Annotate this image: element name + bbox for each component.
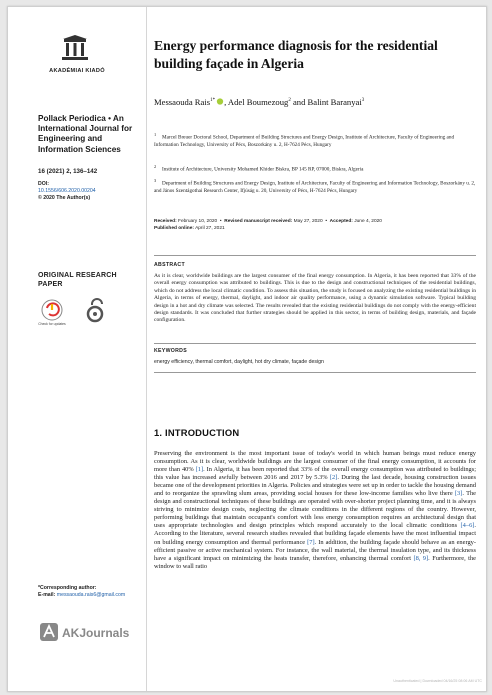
akademiai-kiado-emblem-icon (58, 35, 92, 63)
citation-link[interactable]: [7] (307, 538, 315, 546)
citation-link[interactable]: [4–6] (460, 522, 475, 530)
author-email-link[interactable]: messaouda.rais6@gmail.com (56, 592, 126, 598)
article-dates: Received: February 10, 2020 • Revised manuscript received: May 27, 2020 • Accepted: June 4, 2020 Published online: April 27, 2021 (154, 219, 382, 231)
divider (154, 343, 476, 344)
akjournals-logo-icon (40, 623, 58, 641)
publisher-name: AKADÉMIAI KIADÓ (49, 68, 105, 74)
author-name: Adel Boumezoug (227, 97, 289, 107)
journal-name[interactable]: Pollack Periodica • An International Journal for Engineering and Information Sciences (38, 114, 133, 154)
copyright: © 2020 The Author(s) (38, 195, 91, 201)
abstract-heading: ABSTRACT (154, 262, 185, 268)
author-list: Messaouda Rais$^{1*}$ , Adel Boumezoug$^2$ and Balint Baranyai$^3$ (154, 97, 365, 107)
abstract-text: As it is clear, worldwide buildings are the largest consumer of the final energy consumption. In Algeria, it has been reported that 33% of the overall energy consumption was attributed to buildings. This is due to the design and constructional techniques of the residential buildings, which do not address the local climatic condition. To assess this situation, the study is focused on analyzing the existing residential buildings in Algeria, in terms of energy, thermal, daylight, and indoor air quality performance, using a dynamic simulation software. Typical building design in a hot and dry climate was selected. The results revealed that the existing residential buildings do not comply with the energy-efficient design standards. It was concluded that further strategies should be applied in this sector, in terms of building design, materials, and façade configuration. (154, 273, 476, 324)
article-page (7, 6, 487, 692)
citation-link[interactable]: [8, 9] (413, 554, 429, 562)
open-access-icon (88, 299, 102, 321)
corresponding-author (38, 585, 138, 599)
check-for-updates-icon[interactable] (38, 300, 66, 326)
doi-label: DOI: (38, 181, 49, 187)
divider (154, 255, 476, 256)
section-heading-introduction: 1. INTRODUCTION (154, 427, 240, 438)
doi-link[interactable]: 10.1556/606.2020.00204 (38, 188, 96, 194)
download-watermark: Unauthenticated | Downloaded 04/16/25 08:06 AM UTC (393, 679, 482, 683)
author-name: Balint Baranyai (307, 97, 362, 107)
article-title: Energy performance diagnosis for the residential building façade in Algeria (154, 38, 438, 71)
sidebar (8, 7, 138, 691)
badges (38, 298, 118, 328)
introduction-text: Preserving the environment is the most important issue of today's world in which human beings must reduce energy consumption. As it is clear, worldwide buildings are the largest consumer of the final energy consumption, it accounts for more than 40% [1]. In Algeria, it has been reported that 33% of the overall energy consumption was attributed to buildings; this value has increased awfully between 2016 and 2017 by 5.3% [2]. During the last decade, housing construction issues became one of the development priorities in Algeria. Policies and strategies were set up in order to tackle the housing demand and to reorganize the sprawling slum areas, providing social houses for these low-income families who live there [3]. The design and constructional techniques of these buildings are operated with over-shorter project planning time, and it is always striving to minimize design costs, neglecting the climate conditions in the different regions of the country. However, performing buildings that maintain occupant's comfort with less energy consumption requires an architectural design that uses appropriate technologies and design principles which respond accurately to the local climatic conditions [4–6]. According to the literature, several research studies revealed that building façade elements have the most influential impact on building energy consumption and thermal performance [7]. In addition, the building façade should behave as an energy-efficient passive or active mechanical system. For instance, the wall material, the thermal insulation type, and its thickness have a significant impact on minimizing the heats transfer, therefore, enhancing thermal comfort [8, 9]. Furthermore, the window to wall ratio (154, 450, 476, 570)
author-affiliation-marker: 1* (210, 98, 216, 104)
check-updates-label: Check for updates (38, 322, 66, 326)
affiliation: $^1$Marcel Breuer Doctoral School, Department of Building Structures and Energy Design, Institute of Architecture, Faculty of Engineering and Information Technology, University of Pécs, Boszorkány u. 2, H-7624 Pécs, Hungary (154, 132, 455, 148)
author-affiliation-marker: 2 (288, 98, 291, 104)
citation-link[interactable]: [2] (329, 474, 338, 482)
affiliation: $^2$Institute of Architecture, University Mohamed Khider Biskra, BP 145 RP, 07000, Biskra, Algeria (154, 164, 364, 173)
email-label: E-mail: (38, 592, 56, 598)
author-name: Messaouda Rais (154, 97, 211, 107)
divider (154, 372, 476, 373)
citation-link[interactable]: [3] (454, 490, 463, 498)
citation-link[interactable]: [1] (195, 466, 204, 474)
corresponding-label: *Corresponding author: (38, 585, 97, 591)
doi-block (38, 181, 136, 202)
author-affiliation-marker: 3 (361, 98, 365, 104)
article-type: ORIGINAL RESEARCH PAPER (38, 272, 117, 288)
keywords-heading: KEYWORDS (154, 348, 187, 354)
column-divider (146, 7, 147, 691)
akjournals-wordmark: AKJournals (62, 626, 130, 640)
affiliation: $^3$Department of Building Structures and Energy Design, Institute of Architecture, Faculty of Engineering and Information Technology, Boszorkány u. 2, and János Szentágothai Research Center, Ifjúság u. 20, University of Pécs, H-7624 Pécs, Hungary (154, 178, 476, 194)
keywords-text: energy efficiency, thermal comfort, daylight, hot dry climate, façade design (154, 359, 324, 365)
volume-issue-pages: 16 (2021) 2, 136–142 (38, 168, 98, 175)
email-line (38, 592, 138, 599)
orcid-icon[interactable] (216, 98, 224, 105)
akjournals-logo[interactable] (40, 621, 130, 643)
